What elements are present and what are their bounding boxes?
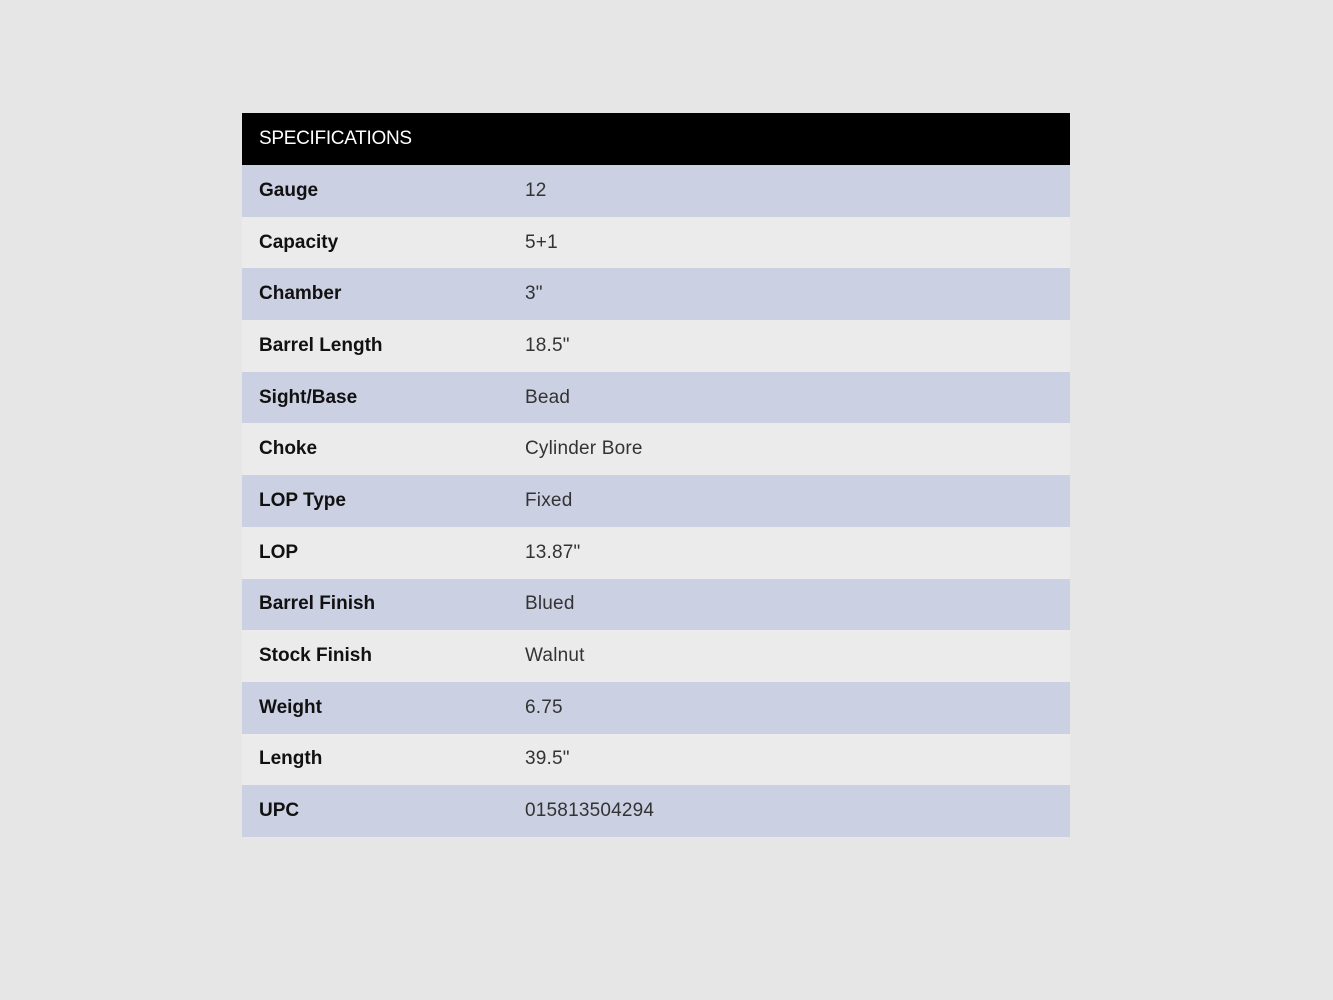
spec-row-barrel-finish xyxy=(242,579,1070,631)
spec-row-stock-finish xyxy=(242,630,1070,682)
spec-label: Weight xyxy=(259,696,322,718)
spec-label: Choke xyxy=(259,438,318,460)
spec-label: Barrel Finish xyxy=(259,593,376,615)
spec-row-barrel-length xyxy=(242,320,1070,372)
spec-value: Fixed xyxy=(525,489,573,511)
spec-row-length xyxy=(242,734,1070,786)
spec-label: LOP Type xyxy=(259,489,346,511)
spec-row-lop xyxy=(242,527,1070,579)
spec-value: Bead xyxy=(525,386,571,408)
spec-label: Sight/Base xyxy=(259,386,358,408)
spec-label: Length xyxy=(259,748,323,770)
spec-label: Stock Finish xyxy=(259,645,372,667)
spec-row-choke xyxy=(242,423,1070,475)
spec-value: Blued xyxy=(525,593,575,615)
spec-value: 18.5" xyxy=(525,334,570,356)
specifications-header xyxy=(242,113,1070,165)
spec-value: 39.5" xyxy=(525,748,570,770)
spec-row-chamber xyxy=(242,268,1070,320)
spec-row-weight xyxy=(242,682,1070,734)
spec-label: UPC xyxy=(259,800,300,822)
spec-value: Walnut xyxy=(525,645,585,667)
spec-value: 12 xyxy=(525,179,547,201)
spec-row-upc xyxy=(242,785,1070,837)
spec-label: Capacity xyxy=(259,231,339,253)
spec-label: Gauge xyxy=(259,179,319,201)
spec-label: Barrel Length xyxy=(259,334,383,356)
spec-value: 5+1 xyxy=(525,231,558,253)
spec-value: 3" xyxy=(525,283,543,305)
spec-row-sight-base xyxy=(242,372,1070,424)
specifications-title: SPECIFICATIONS xyxy=(259,128,412,149)
spec-value: 13.87" xyxy=(525,541,581,563)
specifications-table xyxy=(242,113,1070,837)
spec-value: 015813504294 xyxy=(525,800,655,822)
spec-value: 6.75 xyxy=(525,696,563,718)
spec-label: LOP xyxy=(259,541,299,563)
spec-row-gauge xyxy=(242,165,1070,217)
spec-value: Cylinder Bore xyxy=(525,438,643,460)
spec-label: Chamber xyxy=(259,283,342,305)
spec-row-lop-type xyxy=(242,475,1070,527)
spec-row-capacity xyxy=(242,217,1070,269)
